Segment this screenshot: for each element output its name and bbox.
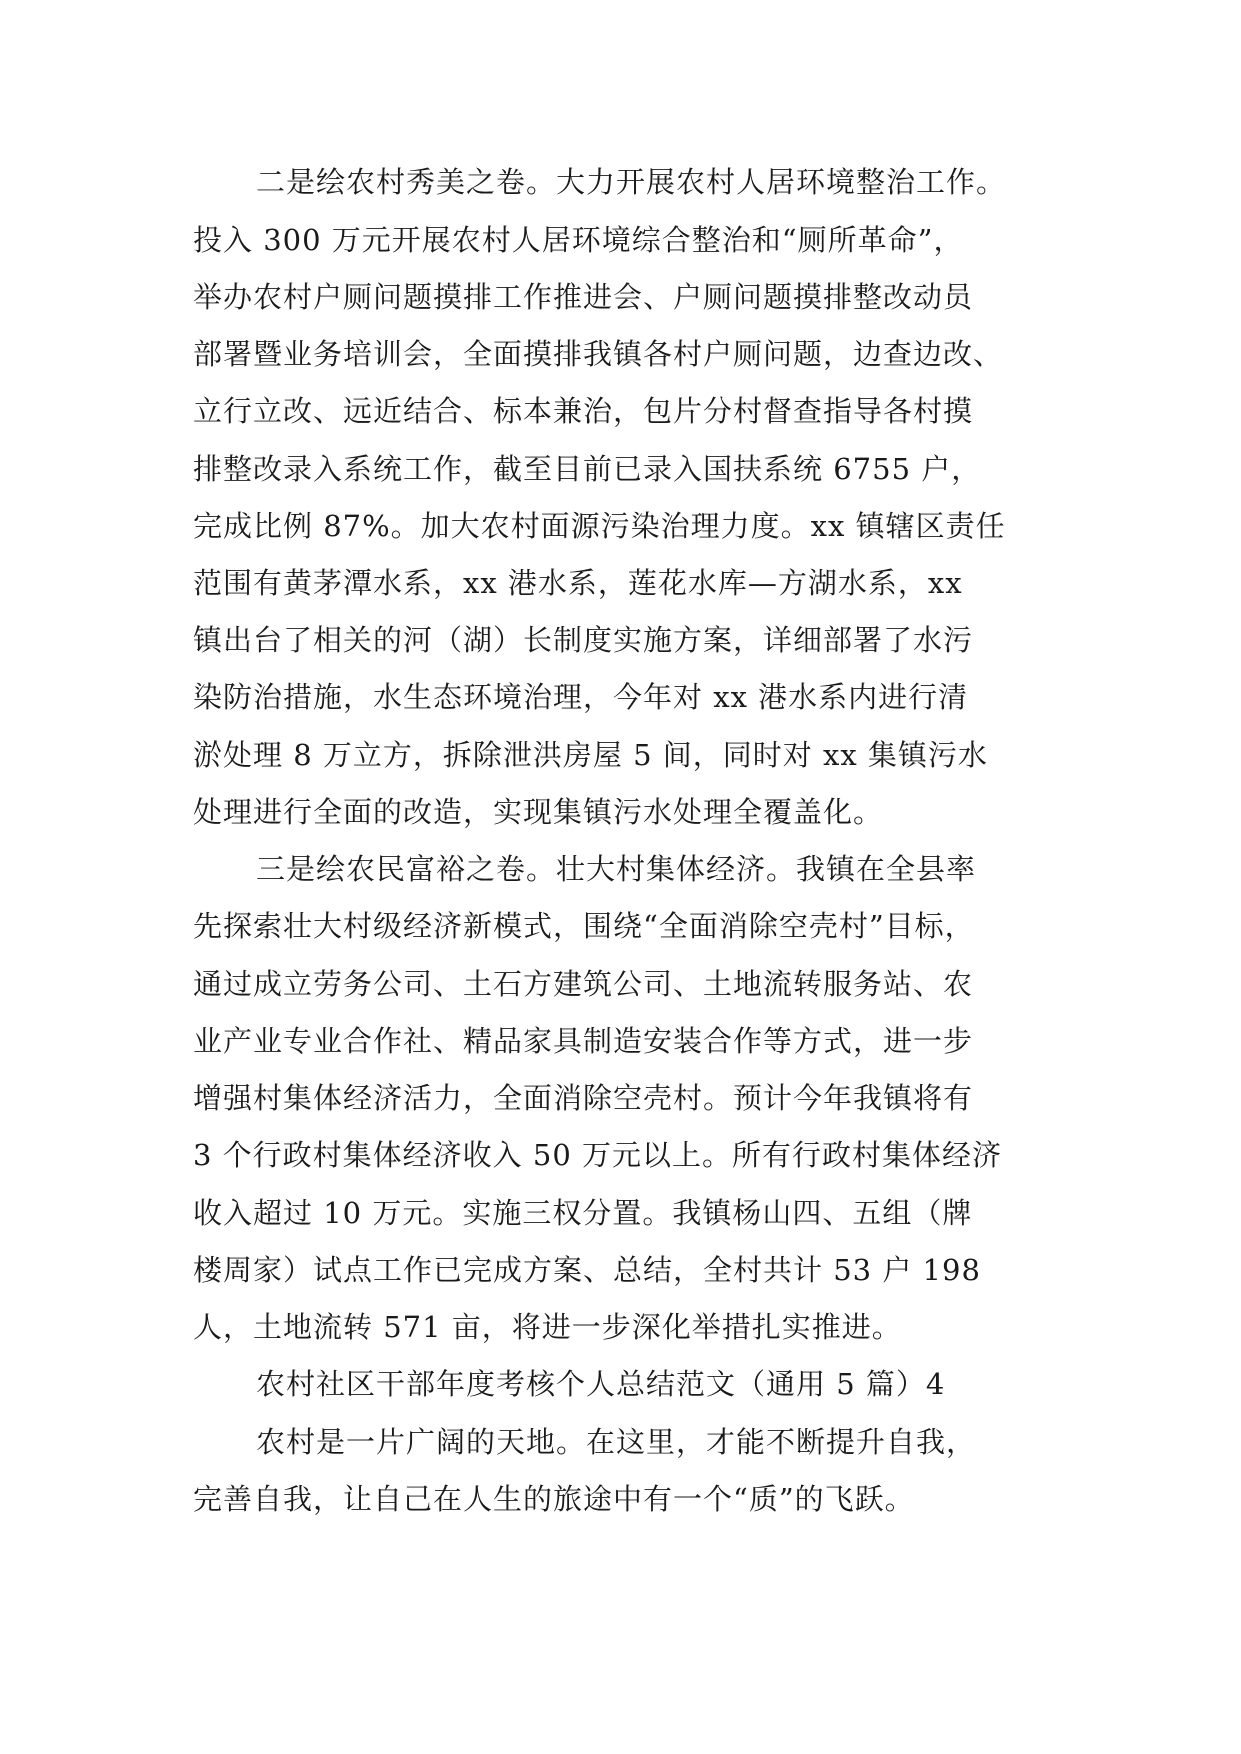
- paragraph-line: 通过成立劳务公司、土石方建筑公司、土地流转服务站、农: [193, 967, 974, 1001]
- section-heading: 农村社区干部年度考核个人总结范文（通用 5 篇）4: [256, 1367, 946, 1401]
- paragraph-line: 完善自我，让自己在人生的旅途中有一个“质”的飞跃。: [193, 1482, 915, 1516]
- paragraph-line: 业产业专业合作社、精品家具制造安装合作等方式，进一步: [193, 1024, 974, 1058]
- paragraph-line: 农村是一片广阔的天地。在这里，才能不断提升自我，: [256, 1425, 977, 1459]
- paragraph-line: 排整改录入系统工作，截至目前已录入国扶系统 6755 户，: [193, 452, 982, 486]
- paragraph-line: 范围有黄茅潭水系，xx 港水系，莲花水库—方湖水系，xx: [193, 566, 963, 600]
- paragraph-line: 三是绘农民富裕之卷。壮大村集体经济。我镇在全县率: [256, 852, 977, 886]
- paragraph-line: 人，土地流转 571 亩，将进一步深化举措扎实推进。: [193, 1310, 902, 1344]
- paragraph-line: 增强村集体经济活力，全面消除空壳村。预计今年我镇将有: [193, 1081, 974, 1115]
- paragraph-line: 投入 300 万元开展农村人居环境综合整治和“厕所革命”，: [193, 223, 964, 257]
- paragraph-line: 完成比例 87%。加大农村面源污染治理力度。xx 镇辖区责任: [193, 509, 1006, 543]
- paragraph-line: 先探索壮大村级经济新模式，围绕“全面消除空壳村”目标，: [193, 909, 975, 943]
- paragraph-line: 3 个行政村集体经济收入 50 万元以上。所有行政村集体经济: [193, 1138, 1003, 1172]
- paragraph-line: 二是绘农村秀美之卷。大力开展农村人居环境整治工作。: [256, 165, 1007, 199]
- paragraph-line: 处理进行全面的改造，实现集镇污水处理全覆盖化。: [193, 795, 884, 829]
- paragraph-line: 镇出台了相关的河（湖）长制度实施方案，详细部署了水污: [193, 623, 974, 657]
- paragraph-line: 立行立改、远近结合、标本兼治，包片分村督查指导各村摸: [193, 394, 974, 428]
- paragraph-line: 染防治措施，水生态环境治理，今年对 xx 港水系内进行清: [193, 680, 969, 714]
- paragraph-line: 收入超过 10 万元。实施三权分置。我镇杨山四、五组（牌: [193, 1196, 973, 1230]
- paragraph-line: 楼周家）试点工作已完成方案、总结，全村共计 53 户 198: [193, 1253, 981, 1287]
- paragraph-line: 部署暨业务培训会，全面摸排我镇各村户厕问题，边查边改、: [193, 337, 1004, 371]
- paragraph-line: 举办农村户厕问题摸排工作推进会、户厕问题摸排整改动员: [193, 280, 974, 314]
- paragraph-line: 淤处理 8 万立方，拆除泄洪房屋 5 间，同时对 xx 集镇污水: [193, 738, 988, 772]
